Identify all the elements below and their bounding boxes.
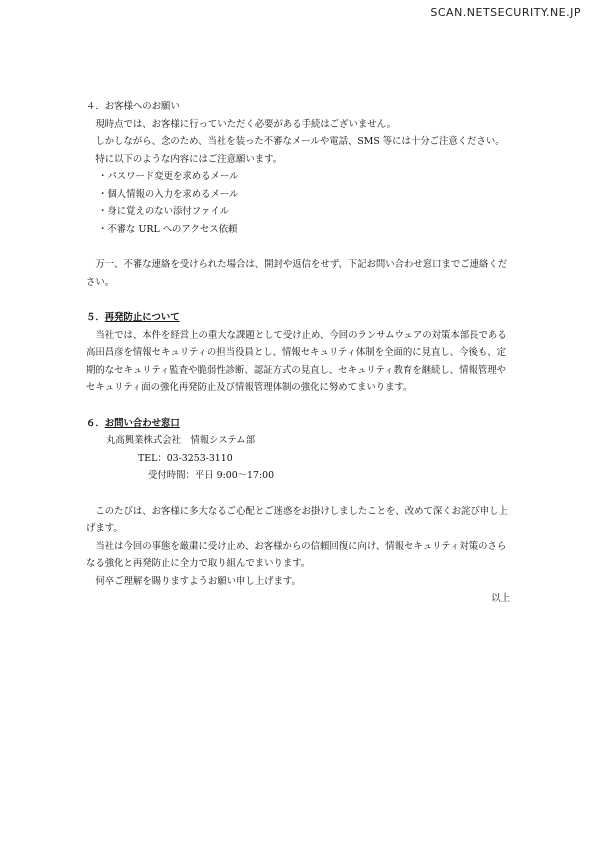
section5-title: 再発防止について (104, 312, 180, 323)
section5-body: 当社では、本件を経営上の重大な課題として受け止め、今回のランサムウェアの対策本部長である高田昌彦を情報セキュリティの担当役員とし、情報セキュリティ体制を全面的に見直し、今後も、定期的なセキュリティ監査や脆弱性診断、認証方式の見直し、セキュリティ教育を継続し、情報管理やセキュリティ面の強化再発防止及び情報管理体制の強化に努めてまいります。 (86, 329, 507, 393)
section4-paragraph-1: 現時点では、お客様に行っていただく必要がある手続はございません。 (95, 118, 396, 130)
spacer (86, 485, 510, 503)
document-body (86, 98, 510, 608)
bullet-item: ・不審な URL へのアクセス依頼 (98, 223, 238, 235)
section4-heading: ４．お客様へのお願い (86, 101, 180, 112)
closing-end-mark: 以上 (491, 593, 510, 604)
bullet-item: ・身に覚えのない添付ファイル (98, 206, 230, 217)
section5-heading (86, 309, 510, 327)
spacer (86, 238, 510, 256)
closing-paragraph-2: 当社は今回の事態を厳粛に受け止め、お客様からの信頼回復に向け、情報セキュリティ対策のさらなる強化と再発防止に全力で取り組んでまいります。 (86, 540, 507, 569)
section4-followup: 万一、不審な連絡を受けられた場合は、開封や返信をせず、下記お問い合わせ窓口までご連絡ください。 (86, 259, 508, 288)
spacer (86, 291, 510, 309)
closing-paragraph-3: 何卒ご理解を賜りますようお願い申し上げます。 (95, 575, 301, 587)
spacer (86, 397, 510, 415)
section5-number: ５． (86, 312, 105, 323)
section4-paragraph-3: 特に以下のような内容にはご注意願います。 (95, 153, 283, 165)
section6-title: お問い合わせ窓口 (104, 417, 180, 429)
closing-paragraph-1: このたびは、お客様に多大なるご心配とご迷惑をお掛けしましたことを、改めて深くお詫び申し上げます。 (86, 505, 508, 534)
contact-company: 丸高興業株式会社 情報システム部 (106, 435, 256, 446)
contact-hours: 受付時間：平日 9:00～17:00 (148, 470, 275, 481)
site-watermark: SCAN.NETSECURITY.NE.JP (430, 6, 581, 19)
section6-heading (86, 415, 510, 433)
contact-tel: TEL：03-3253-3110 (138, 452, 233, 464)
section4-paragraph-2: しかしながら、念のため、当社を装った不審なメールや電話、SMS 等には十分ご注意ください。 (95, 136, 505, 147)
bullet-item: ・パスワード変更を求めるメール (98, 171, 239, 182)
bullet-item: ・個人情報の入力を求めるメール (98, 188, 239, 200)
section6-number: ６． (86, 417, 105, 429)
